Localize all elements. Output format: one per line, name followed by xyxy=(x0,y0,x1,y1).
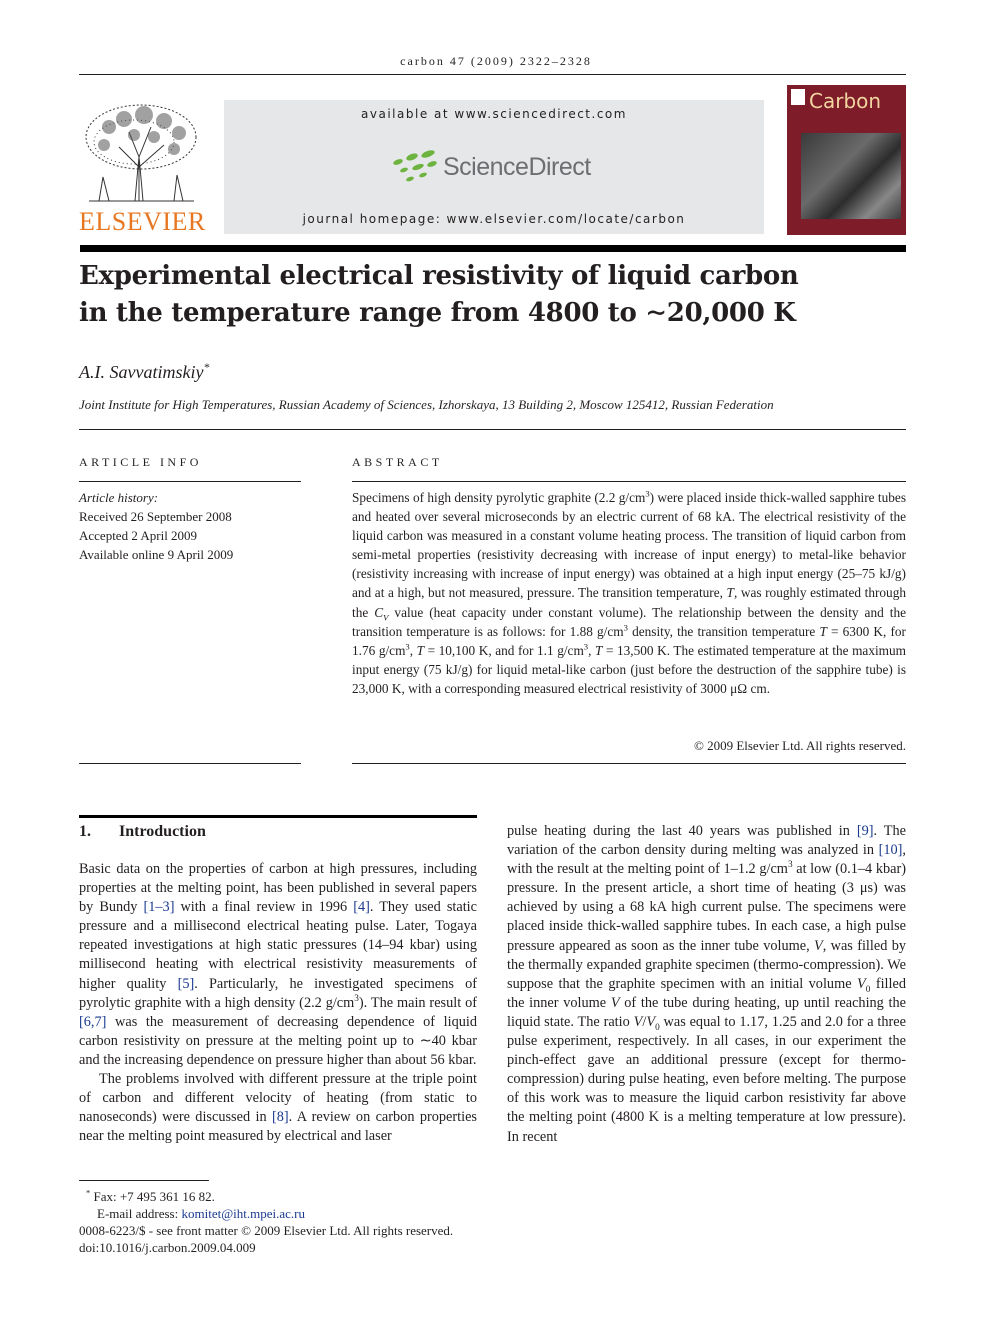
received-date: Received 26 September 2008 xyxy=(79,509,232,524)
article-info-rule xyxy=(79,481,301,482)
elsevier-logo xyxy=(79,97,206,237)
sciencedirect-wordmark: ScienceDirect xyxy=(443,153,591,181)
running-head: carbon 47 (2009) 2322–2328 xyxy=(400,54,592,68)
article-history-label: Article history: xyxy=(79,490,159,505)
article-title xyxy=(79,258,839,332)
accepted-date: Accepted 2 April 2009 xyxy=(79,528,198,543)
article-info-bottom-rule xyxy=(79,763,301,764)
cover-image xyxy=(801,133,901,219)
fax-footnote: * Fax: +7 495 361 16 82. xyxy=(86,1187,215,1204)
affiliation-rule xyxy=(79,429,906,430)
fax-text: Fax: +7 495 361 16 82. xyxy=(93,1189,215,1204)
elsevier-wordmark: ELSEVIER xyxy=(79,207,206,236)
cover-title: Carbon xyxy=(809,89,882,113)
footnote-rule xyxy=(79,1180,209,1181)
section-number: 1. xyxy=(79,823,91,840)
intro-right-column xyxy=(507,822,906,1147)
section-title: Introduction xyxy=(119,823,206,840)
email-footnote xyxy=(97,1206,305,1222)
abstract-heading: ABSTRACT xyxy=(352,455,443,469)
available-at-link[interactable]: available at www.sciencedirect.com xyxy=(361,107,627,121)
email-link[interactable]: komitet@iht.mpei.ac.ru xyxy=(181,1206,306,1221)
author-footnote-mark[interactable]: * xyxy=(203,361,210,374)
abstract-bottom-rule xyxy=(352,763,906,764)
intro-left-column xyxy=(79,860,477,1146)
cover-publisher-badge xyxy=(791,89,805,105)
title-line-1: Experimental electrical resistivity of liquid carbon xyxy=(79,261,799,291)
journal-homepage-link[interactable]: journal homepage: www.elsevier.com/locate/carbon xyxy=(302,212,686,226)
paragraph: pulse heating during the last 40 years was published in [9]. The variation of the carbon density during melting was analyzed in [10], with the result at the melting point of 1–1.2 $g/cm^3$ at low (0.1–4 kbar) pressure. In the present article, a short time of heating (3 μs) was achieved by using a 68 kA high current pulse. The specimens were placed inside thick-walled sapphire tubes. In each case, a high pulse pressure appeared as soon as the inner tube volume, V, was filled by the thermally expanded graphite specimen (thermo-compression). We suppose that the graphite specimen with an initial volume $V_0$ filled the inner volume V of the tube during heating, up until reaching the liquid state. The ratio $V/V_0$ was equal to 1.17, 1.25 and 2.0 for a three pulse experiment, respectively. In all cases, in our experiment the pinch-effect gave an additional pressure (except for thermo-compression) during pulse heating, even before melting. The purpose of this work was to measure the liquid carbon resistivity far above the melting point (4800 K is a melting temperature at low pressure). In recent xyxy=(507,823,906,1145)
title-line-2: in the temperature range from 4800 to ∼20,000 K xyxy=(79,298,796,328)
article-info-heading: ARTICLE INFO xyxy=(79,455,202,469)
author-name xyxy=(79,362,209,383)
affiliation: Joint Institute for High Temperatures, Russian Academy of Sciences, Izhorskaya, 13 Building 2, Moscow 125412, Russian Federation xyxy=(79,397,774,412)
abstract-rule xyxy=(352,481,906,482)
sciencedirect-dots-icon xyxy=(390,148,442,186)
paragraph: Basic data on the properties of carbon at high pressures, including properties at the melting point, has been published in several papers by Bundy [1–3] with a final review in 1996 [4]. They used static pressure and a millisecond electrical heating pulse. Later, Togaya repeated investigations at high static pressures (14–94 kbar) using millisecond heating with electrical resistivity measurements of higher quality [5]. Particularly, he investigated specimens of pyrolytic graphite with a high density (2.2 $g/cm^3$). The main result of [6,7] was the measurement of decreasing dependence of liquid carbon resistivity on pressure at the melting point up to ∼40 kbar and the increasing dependence on pressure higher than about 56 kbar. xyxy=(79,861,477,1068)
author-text: A.I. Savvatimskiy xyxy=(79,362,204,382)
email-label: E-mail address: xyxy=(97,1206,179,1221)
doi-line[interactable]: doi:10.1016/j.carbon.2009.04.009 xyxy=(79,1240,256,1255)
paragraph: The problems involved with different pressure at the triple point of carbon and different velocity of heating (from static to nanoseconds) were discussed in [8]. A review on carbon properties near the melting point measured by electrical and laser xyxy=(79,1071,477,1145)
issn-line: 0008-6223/$ - see front matter © 2009 Elsevier Ltd. All rights reserved. xyxy=(79,1223,454,1238)
header-rule xyxy=(79,74,906,75)
journal-cover xyxy=(787,85,906,235)
abstract-copyright: © 2009 Elsevier Ltd. All rights reserved. xyxy=(693,738,906,753)
title-rule xyxy=(80,245,906,252)
section-heading xyxy=(79,823,206,841)
online-date: Available online 9 April 2009 xyxy=(79,547,234,562)
abstract-text: Specimens of high density pyrolytic graphite (2.2 $g/cm^3$) were placed inside thick-walled sapphire tubes and heated over several microseconds by an electric current of 68 kA. The electrical resistivity of the liquid carbon was measured in a constant volume heating process. The transition of liquid carbon from semi-metal properties (resistivity decreasing with increase of input energy) to metal-like behavior (resistivity increasing with increase of input energy) was obtained at a high input energy (25–75 kJ/g) and at a high, but not measured, pressure. The transition temperature, T, was roughly estimated through the $C_V$ value (heat capacity under constant volume). The relationship between the density and the transition temperature is as follows: for 1.88 $g/cm^3$ density, the transition temperature T = 6300 K, for 1.76 $g/cm^3$, T = 10,100 K, and for 1.1 $g/cm^3$, T = 13,500 K. The estimated temperature at the maximum input energy (75 kJ/g) for liquid metal-like carbon (just before the destruction of the sapphire tube) is 23,000 K, with a corresponding measured electrical resistivity of 3000 μΩ cm. xyxy=(352,488,906,696)
intro-rule xyxy=(79,815,477,818)
